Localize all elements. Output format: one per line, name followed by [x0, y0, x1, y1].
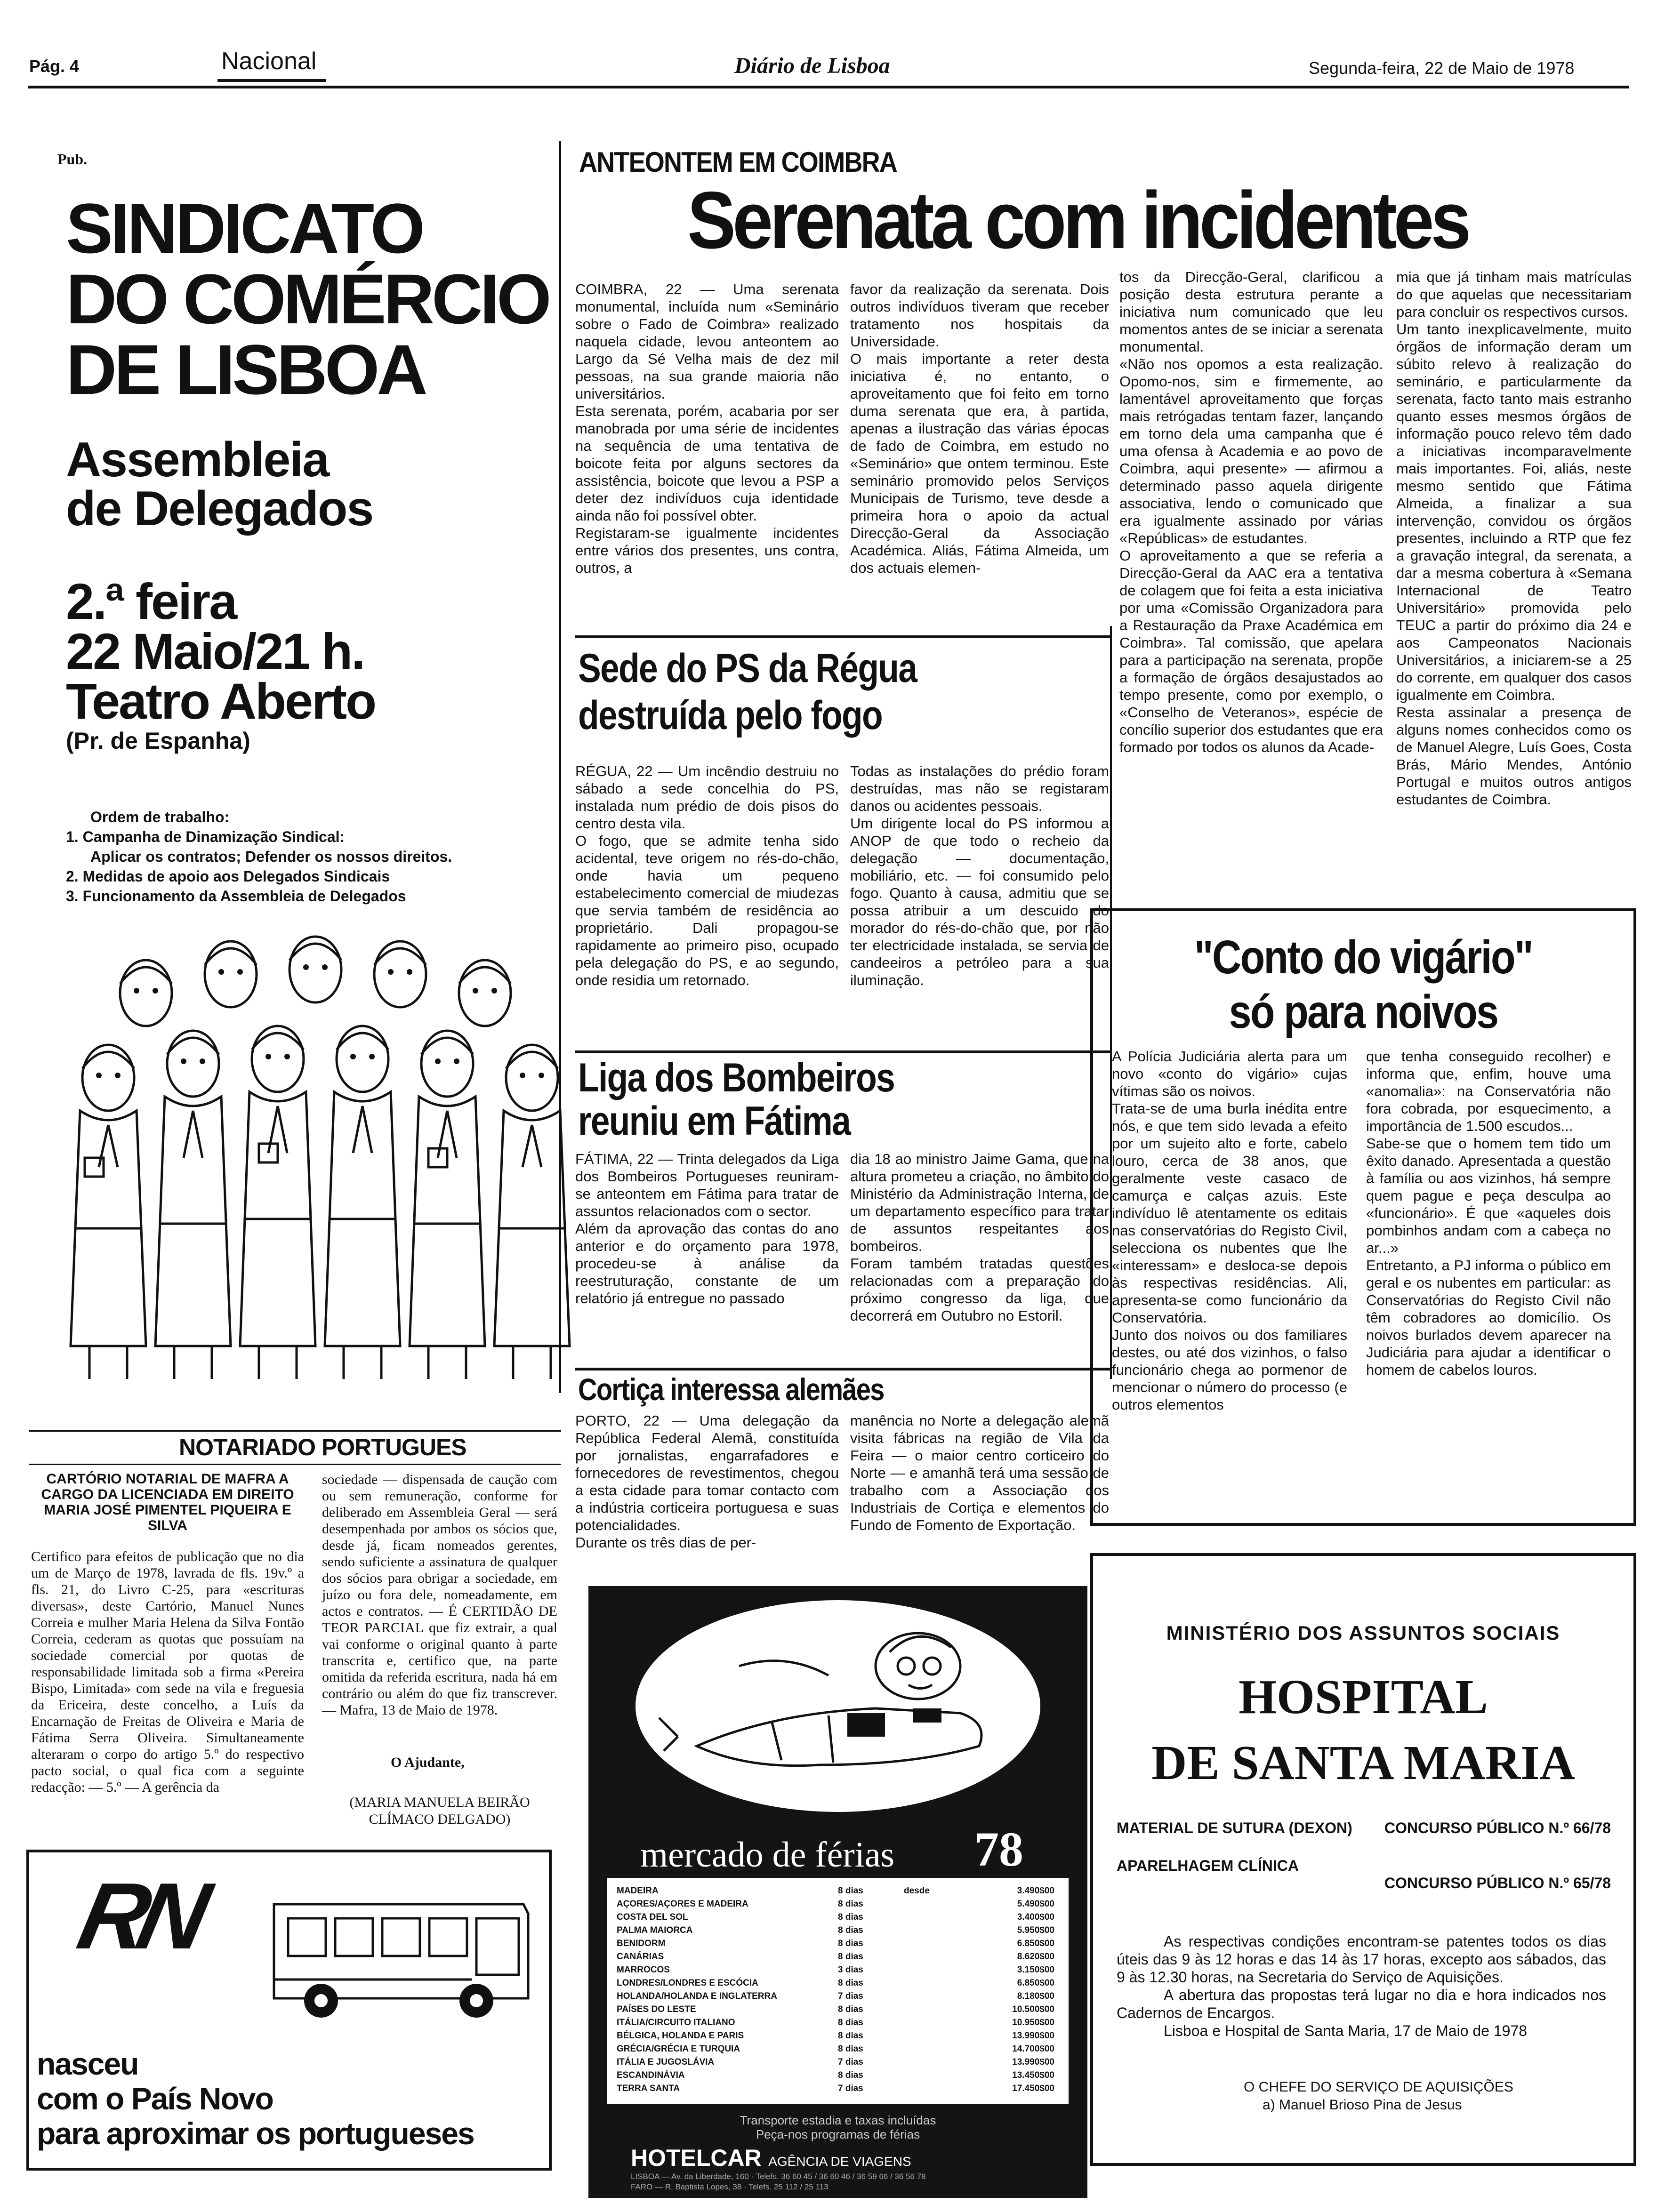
ferias-destination: GRÉCIA/GRÉCIA E TURQUIA — [617, 2044, 740, 2054]
ferias-note-line: Peça-nos programas de férias — [756, 2127, 920, 2141]
ferias-from — [904, 2029, 960, 2043]
regua-headline — [578, 645, 917, 739]
ferias-days: 8 dias — [838, 1899, 863, 1909]
hospital-body-para: A abertura das propostas terá lugar no dia e hora indicados nos Cadernos de Encargos. — [1117, 1987, 1606, 2021]
notariado-col-1: Certifico para efeitos de publicação que no dia um de Março de 1978, lavrada de fls. 19v.º a fls. 21, do Livro C-25, para «escrituras diversas», deste Cartório, Manuel Nunes Correia e mulher Maria Helena da Silva Fontão Correia, cederam as quotas que possuíam na sociedade comercial por quotas de responsabilidade limitada sob a firma «Pereira Bispo, Limitada» com sede na vila e freguesia da Ericeira, deste concelho, a Luís da Encarnação de Freitas de Oliveira e Maria de Fátima Serra Oliveira. Simultaneamente alteraram o corpo do artigo 5.º do respectivo pacto social, o qual fica com a seguinte redacção: — 5.º — A gerência da — [31, 1549, 304, 1795]
bombeiros-headline-line: reuniu em Fátima — [578, 1098, 851, 1144]
coimbra-headline: Serenata com incidentes — [687, 175, 1468, 265]
coimbra-col-3: tos da Direcção-Geral, clarificou a posição desta estrutura perante a iniciativa num comunicado que leu momentos antes de se iniciar a serenata monumental. «Não nos opomos a esta realização. Opomo-nos, sim e firmemente, ao lamentável aproveitamento que forças mais retrógadas tentam fazer, lançando em torno dela uma campanha que é uma ofensa à Academia e ao povo de Coimbra, aqui presente» — afirmou a determinado passo aquela dirigente associativa, lendo o comunicado que era igualmente assinado por várias «Repúblicas» de estudantes. O aproveitamento a que se referia a Direcção-Geral da AAC era a tentativa de colagem que foi feita a esta iniciativa por uma «Comissão Organizadora para a Restauração da Praxe Académica em Coimbra». Tal comissão, que apelara para a participação na serenata, propõe a formação de órgãos desajustados ao tempo presente, como por exemplo, o «Conselho de Veteranos», espécie de concílio superior dos estudantes que era formado por todos os alunos da Acade- — [1119, 269, 1383, 755]
ferias-days: 8 dias — [838, 2031, 863, 2041]
ferias-destination: PAÍSES DO LESTE — [617, 2004, 696, 2014]
notariado-col-2: sociedade — dispensada de caução com ou sem remuneração, conforme for deliberado em Assembleia Geral — será desempenhada por ambos os sócios que, desde já, ficam nomeados gerentes, sendo suficiente a assinatura de qualquer dos sócios para obrigar a sociedade, em juízo ou fora dele, nomeadamente, em actos e contratos. — É CERTIDÃO DE TEOR PARCIAL que fiz extrair, a qual vai conforme o original quanto à parte transcrita e, certifico que, na parte omitida da referida escritura, nada há em contrário ou além do que fiz transcrever. — Mafra, 13 de Maio de 1978. — [322, 1472, 557, 1718]
ferias-destination: ESCANDINÁVIA — [617, 2070, 685, 2080]
hospital-body-para: As respectivas condições encontram-se patentes todos os dias úteis das 9 às 12 horas e das 14 às 17 horas, excepto aos sábados, das 9 às 12.30 horas, na Secretaria do Serviço de Aquisições. — [1117, 1933, 1606, 1986]
regua-col-1: RÉGUA, 22 — Um incêndio destruiu no sábado a sede concelhia do PS, instalada num prédio de dois pisos do centro desta vila. O fogo, que se admite tenha sido acidental, teve origem no rés-do-chão, onde havia um pequeno estabelecimento comercial de miudezas que servia também de residência ao proprietário. Dali propagou-se rapidamente ao primeiro piso, ocupado pela delegação do PS, e ao segundo, onde residia um retornado. — [575, 763, 839, 988]
ferias-days: 7 dias — [838, 1991, 863, 2001]
conto-headline — [1093, 930, 1633, 1039]
ferias-row — [617, 2029, 1059, 2043]
regua-headline-line: Sede do PS da Régua — [578, 646, 917, 691]
hospital-title-line: DE SANTA MARIA — [1151, 1736, 1575, 1790]
sunbather-illustration — [631, 1595, 1045, 1817]
section-name: Nacional — [221, 48, 317, 75]
ferias-price: 5.490$00 — [1017, 1899, 1054, 1909]
ferias-price: 13.990$00 — [1012, 2057, 1054, 2067]
ad-hospital — [1090, 1553, 1636, 2166]
cortica-col-1: PORTO, 22 — Uma delegação da República Federal Alemã, constituída por jornalistas, engarrafadores e fornecedores de revestimentos, chegou a esta cidade para tomar contacto com a indústria corticeira portuguesa e suas potencialidades. Durante os três dias de per- — [575, 1412, 839, 1551]
ad-when — [66, 573, 376, 729]
bombeiros-top-rule — [575, 1050, 1110, 1053]
ferias-days: 8 dias — [838, 1978, 863, 1988]
hospital-title — [1093, 1664, 1633, 1796]
ad-subtitle — [66, 433, 373, 536]
ferias-price: 3.490$00 — [1017, 1886, 1054, 1896]
ferias-days: 8 dias — [838, 1925, 863, 1935]
ferias-row — [617, 2056, 1059, 2069]
ferias-from — [904, 1990, 960, 2003]
bombeiros-headline-line: Liga dos Bombeiros — [578, 1055, 895, 1100]
ferias-from — [904, 1924, 960, 1937]
hospital-title-line: HOSPITAL — [1239, 1670, 1488, 1724]
ferias-row — [617, 2003, 1059, 2016]
ferias-from — [904, 1964, 960, 1977]
ad-title-line: SINDICATO — [66, 189, 423, 268]
ferias-days: 8 dias — [838, 2044, 863, 2054]
ferias-days: 8 dias — [838, 2018, 863, 2028]
ferias-from — [904, 2016, 960, 2029]
ferias-from — [904, 1911, 960, 1924]
ferias-price: 13.450$00 — [1012, 2070, 1054, 2080]
ferias-row — [617, 1950, 1059, 1964]
ad-venue-note: (Pr. de Espanha) — [66, 728, 250, 754]
ferias-days: 8 dias — [838, 1952, 863, 1962]
rn-logo: RN — [70, 1864, 209, 1969]
ferias-days: 8 dias — [838, 2004, 863, 2014]
ferias-table — [607, 1878, 1069, 2104]
ferias-row — [617, 2082, 1059, 2095]
ferias-days: 7 dias — [838, 2084, 863, 2093]
ferias-price: 8.180$00 — [1017, 1991, 1054, 2001]
ad-venue: Teatro Aberto — [66, 673, 376, 729]
rn-slogan-line: para aproximar os portugueses — [37, 2116, 474, 2151]
hospital-signoff-title: O CHEFE DO SERVIÇO DE AQUISIÇÕES — [1244, 2079, 1513, 2095]
ferias-from — [904, 2043, 960, 2056]
agenda-item: Aplicar os contratos; Defender os nossos direitos. — [90, 848, 452, 865]
notariado-subhead: CARTÓRIO NOTARIAL DE MAFRA A CARGO DA LICENCIADA EM DIREITO MARIA JOSÉ PIMENTEL PIQUEIRA E SILVA — [41, 1471, 294, 1533]
ferias-row — [617, 2069, 1059, 2082]
conto-headline-line: "Conto do vigário" — [1194, 931, 1533, 984]
coimbra-kicker: ANTEONTEM EM COIMBRA — [579, 146, 897, 178]
hospital-item-2-concurso: CONCURSO PÚBLICO N.º 65/78 — [1384, 1875, 1611, 1891]
hotelcar-brand — [631, 2144, 911, 2172]
ad-subtitle-line: Assembleia — [66, 433, 329, 487]
ferias-destination: AÇORES/AÇORES E MADEIRA — [617, 1899, 748, 1909]
hospital-ministry: MINISTÉRIO DOS ASSUNTOS SOCIAIS — [1166, 1622, 1560, 1644]
ferias-price: 17.450$00 — [1012, 2084, 1054, 2093]
ferias-row — [617, 1884, 1059, 1898]
ferias-price: 3.400$00 — [1017, 1912, 1054, 1922]
hospital-item-2 — [1117, 1857, 1611, 1892]
agenda-item: 2. Medidas de apoio aos Delegados Sindicais — [66, 868, 390, 885]
hospital-body-para: Lisboa e Hospital de Santa Maria, 17 de Maio de 1978 — [1164, 2022, 1528, 2039]
masthead: Diário de Lisboa — [734, 53, 890, 78]
hospital-item-1-label: MATERIAL DE SUTURA (DEXON) — [1117, 1819, 1352, 1836]
notariado-heading: NOTARIADO PORTUGUES — [179, 1434, 467, 1460]
hotelcar-name: HOTELCAR — [631, 2145, 762, 2171]
ferias-days: 7 dias — [838, 2057, 863, 2067]
notariado-signoff: O Ajudante, — [391, 1755, 465, 1770]
ferias-destination: COSTA DEL SOL — [617, 1912, 688, 1922]
ferias-row — [617, 1977, 1059, 1990]
coimbra-col-1: COIMBRA, 22 — Uma serenata monumental, incluída num «Seminário sobre o Fado de Coimbra» realizado naquela cidade, levou anteontem ao Largo da Sé Velha mais de dez mil pessoas, na sua grande maioria não universitários. Esta serenata, porém, acabaria por ser manobrada por uma série de incidentes na sequência de uma tentativa de boicote feita por alguns sectores da assistência, boicote que levou a PSP a deter dez indivíduos cuja identidade ainda não foi possível obter. Registaram-se igualmente incidentes entre vários dos presentes, uns contra, outros, a — [575, 281, 839, 576]
cortica-top-rule — [575, 1368, 1110, 1370]
ferias-row — [617, 1964, 1059, 1977]
conto-headline-line: só para noivos — [1229, 986, 1498, 1038]
ferias-destination: ITÁLIA E JUGOSLÁVIA — [617, 2057, 715, 2067]
ferias-from — [904, 1937, 960, 1950]
ferias-destination: MARROCOS — [617, 1965, 670, 1975]
notariado-bottom-rule — [29, 1464, 561, 1465]
ferias-destination: MADEIRA — [617, 1886, 659, 1896]
agenda-item: 3. Funcionamento da Assembleia de Delegados — [66, 888, 406, 905]
ferias-row — [617, 2043, 1059, 2056]
ferias-price: 5.950$00 — [1017, 1925, 1054, 1935]
agenda-item: 1. Campanha de Dinamização Sindical: — [66, 828, 345, 845]
section-underline — [217, 79, 326, 82]
ferias-days: 8 dias — [838, 1886, 863, 1896]
ferias-title: mercado de férias — [640, 1835, 895, 1875]
ferias-days: 8 dias — [838, 1939, 863, 1948]
ad-title-line: DO COMÉRCIO — [66, 259, 549, 338]
ferias-row — [617, 1924, 1059, 1937]
ferias-row — [617, 1990, 1059, 2003]
ferias-destination: TERRA SANTA — [617, 2084, 680, 2093]
issue-date: Segunda-feira, 22 de Maio de 1978 — [1309, 58, 1575, 78]
regua-col-2: Todas as instalações do prédio foram destruídas, mas não se registaram danos ou acidentes pessoais. Um dirigente local do PS informou a ANOP de que todo o recheio da delegação — documentação, mobiliário, etc. — foi consumido pelo fogo. Quanto à causa, admitiu que se possa atribuir a um descuido do morador do rés-do-chão que, por não ter electricidade instalada, se servia de candeeiros a petróleo para a sua iluminação. — [850, 763, 1109, 988]
ferias-price: 14.700$00 — [1012, 2044, 1054, 2054]
ferias-price: 10.500$00 — [1012, 2004, 1054, 2014]
ferias-note-line: Transporte estadia e taxas incluídas — [740, 2113, 936, 2127]
ferias-year: 78 — [974, 1822, 1023, 1876]
notariado-top-rule — [29, 1430, 561, 1432]
ferias-price: 6.850$00 — [1017, 1978, 1054, 1988]
ferias-note — [607, 2113, 1069, 2141]
ferias-from: desde — [904, 1886, 930, 1896]
pub-label: Pub. — [57, 151, 88, 168]
ferias-from — [904, 1898, 960, 1911]
ad-title-line: DE LISBOA — [66, 330, 425, 409]
ferias-destination: BENIDORM — [617, 1939, 666, 1948]
ferias-price: 13.990$00 — [1012, 2031, 1054, 2041]
ferias-from — [904, 2003, 960, 2016]
agenda-title: Ordem de trabalho: — [90, 809, 230, 825]
ferias-destination: HOLANDA/HOLANDA E INGLATERRA — [617, 1991, 777, 2001]
hotelcar-sub: AGÊNCIA DE VIAGENS — [768, 2154, 911, 2169]
cortica-headline: Cortiça interessa alemães — [578, 1372, 884, 1407]
hospital-item-1-concurso: CONCURSO PÚBLICO N.º 66/78 — [1384, 1819, 1611, 1836]
bombeiros-col-1: FÁTIMA, 22 — Trinta delegados da Liga dos Bombeiros Portugueses reuniram-se anteontem em Fátima para tratar de assuntos relacionados com o sector. Além da aprovação das contas do ano anterior e do orçamento para 1978, procedeu-se à análise da reestruturação, constante de um relatório já entregue no passado — [575, 1151, 839, 1306]
ad-subtitle-line: de Delegados — [66, 481, 373, 536]
ferias-price: 8.620$00 — [1017, 1952, 1054, 1962]
ferias-from — [904, 2069, 960, 2082]
ad-day: 2.ª feira — [66, 573, 236, 630]
ferias-row — [617, 1898, 1059, 1911]
ferias-destination: ITÁLIA/CIRCUITO ITALIANO — [617, 2018, 735, 2028]
bombeiros-col-2: dia 18 ao ministro Jaime Gama, que na altura prometeu a criação, no âmbito do Ministério da Administração Interna, de um departamento específico para tratar de assuntos respeitantes aos bombeiros. Foram também tratadas questões relacionadas com a preparação do próximo congresso da liga, que decorrerá em Outubro no Estoril. — [850, 1151, 1109, 1324]
conto-col-1: A Polícia Judiciária alerta para um novo «conto do vigário» cujas vítimas são os noivos. Trata-se de uma burla inédita entre nós, e que tem sido levada a efeito por um sujeito alto e forte, cabelo louro, cerca de 38 anos, que geralmente veste casaco de camurça e calças azuis. Este indivíduo lê atentamente os editais nas conservatórias do Registo Civil, selecciona os nubentes que lhe «interessam» e desloca-se depois às respectivas residências. Ali, apresenta-se como funcionário da Conservatória. Junto dos noivos ou dos familiares destes, ou até dos vizinhos, o falso funcionário chega ao pormenor de mencionar o número do processo (e outros elementos — [1112, 1048, 1347, 1413]
ferias-destination: BÉLGICA, HOLANDA E PARIS — [617, 2031, 744, 2041]
left-column-divider — [559, 141, 561, 1393]
ferias-row — [617, 1911, 1059, 1924]
ferias-row — [617, 1937, 1059, 1950]
bus-illustration — [269, 1885, 533, 2027]
ad-title — [66, 189, 549, 409]
workers-illustration — [71, 922, 588, 1384]
ferias-price: 10.950$00 — [1012, 2018, 1054, 2028]
hospital-signoff — [1244, 2078, 1513, 2114]
ferias-price: 3.150$00 — [1017, 1965, 1054, 1975]
coimbra-col-4: mia que já tinham mais matrículas do que aquelas que necessitariam para concluir os respectivos cursos. Um tanto inexplicavelmente, muito órgãos de informação deram um súbito relevo à realização do seminário, e particularmente da serenata, facto tanto mais estranho quanto esses mesmos órgãos de informação pouco relevo têm dado a iniciativas incomparavelmente mais importantes. Foi, aliás, neste mesmo sentido que Fátima Almeida, a finalizar a sua intervenção, convidou os órgãos presentes, incluindo a RTP que fez a gravação integral, da serenata, a dar a mesma cobertura à «Semana Internacional de Teatro Universitário» promovida pelo TEUC a partir do próximo dia 24 e aos Campeonatos Nacionais Universitários, a iniciarem-se a 25 do corrente, em qualquer dos casos igualmente em Coimbra. Resta assinalar a presença de alguns nomes conhecidos como os de Manuel Alegre, Luís Goes, Costa Brás, Mário Mendes, António Portugal e muitos outros antigos estudantes de Coimbra. — [1396, 269, 1632, 808]
article-conto-box — [1090, 908, 1636, 1526]
ferias-row — [617, 2016, 1059, 2029]
regua-headline-line: destruída pelo fogo — [578, 693, 882, 738]
hotelcar-address-line: LISBOA — Av. da Liberdade, 160 · Telefs. 36 60 45 / 36 60 46 / 36 59 66 / 36 56 78 — [631, 2172, 926, 2181]
rn-slogan-line: com o País Novo — [37, 2081, 273, 2116]
ferias-price: 6.850$00 — [1017, 1939, 1054, 1948]
agenda — [66, 807, 452, 906]
hospital-body — [1117, 1932, 1606, 2045]
hotelcar-address — [631, 2172, 926, 2192]
ad-rn — [26, 1850, 552, 2171]
ferias-days: 8 dias — [838, 1912, 863, 1922]
regua-top-rule — [575, 635, 1110, 638]
notariado-signature: (MARIA MANUELA BEIRÃO CLÍMACO DELGADO) — [349, 1795, 530, 1827]
coimbra-col-2: favor da realização da serenata. Dois outros indivíduos tiveram que receber tratamento nos hospitais da Universidade. O mais importante a reter desta iniciativa é, no entanto, o aproveitamento que foi feito em torno duma serenata que era, à partida, apenas a ilustração das várias épocas de fado de Coimbra, em estudo no «Seminário» que ontem terminou. Este seminário promovido pelos Serviços Municipais de Turismo, teve desde a primeira hora o apoio da actual Direcção-Geral da Associação Académica. Aliás, Fátima Almeida, um dos actuais elemen- — [850, 281, 1109, 576]
hotelcar-address-line: FARO — R. Baptista Lopes, 38 · Telefs. 25 112 / 25 113 — [631, 2182, 828, 2191]
ferias-destination: PALMA MAIORCA — [617, 1925, 693, 1935]
ferias-from — [904, 2082, 960, 2095]
conto-col-2: que tenha conseguido recolher) e informa que, enfim, houve uma «anomalia»: na Conservatória não fora cobrada, por esquecimento, a importância de 1.500 escudos... Sabe-se que o homem tem tido um êxito danado. Apresentada a questão à família ou aos vizinhos, há sempre quem pague e peça desculpa ao «funcionário». É que «aqueles dois pombinhos andam com a cabeça no ar...» Entretanto, a PJ informa o público em geral e os nubentes em particular: as Conservatórias do Registo Civil não têm cobradores ao domicílio. Os noivos burlados devem aparecer na Judiciária para ajudar a identificar o homem de cabelos louros. — [1366, 1048, 1611, 1378]
rn-slogan-line: nasceu — [37, 2046, 138, 2081]
cortica-col-2: manência no Norte a delegação alemã visita fábricas na região de Vila da Feira — o maior centro corticeiro do Norte — e amanhã terá uma sessão de trabalho com a Associação dos Industriais de Cortiça e elementos do Fundo de Fomento de Exportação. — [850, 1412, 1109, 1533]
header-rule — [28, 86, 1629, 88]
ferias-destination: LONDRES/LONDRES E ESCÓCIA — [617, 1978, 758, 1988]
hospital-item-2-label: APARELHAGEM CLÍNICA — [1117, 1857, 1299, 1874]
ferias-from — [904, 1950, 960, 1964]
ferias-rows — [617, 1884, 1059, 2095]
ferias-from — [904, 1977, 960, 1990]
ad-datetime: 22 Maio/21 h. — [66, 623, 364, 680]
ferias-from — [904, 2056, 960, 2069]
ferias-days: 3 dias — [838, 1965, 863, 1975]
ferias-days: 8 dias — [838, 2070, 863, 2080]
ferias-destination: CANÁRIAS — [617, 1952, 664, 1962]
hospital-signoff-name: a) Manuel Brioso Pina de Jesus — [1263, 2097, 1462, 2113]
rn-slogan — [37, 2046, 474, 2151]
bombeiros-headline — [578, 1056, 894, 1143]
hospital-item-1 — [1117, 1819, 1611, 1837]
page-number: Pág. 4 — [29, 56, 80, 76]
